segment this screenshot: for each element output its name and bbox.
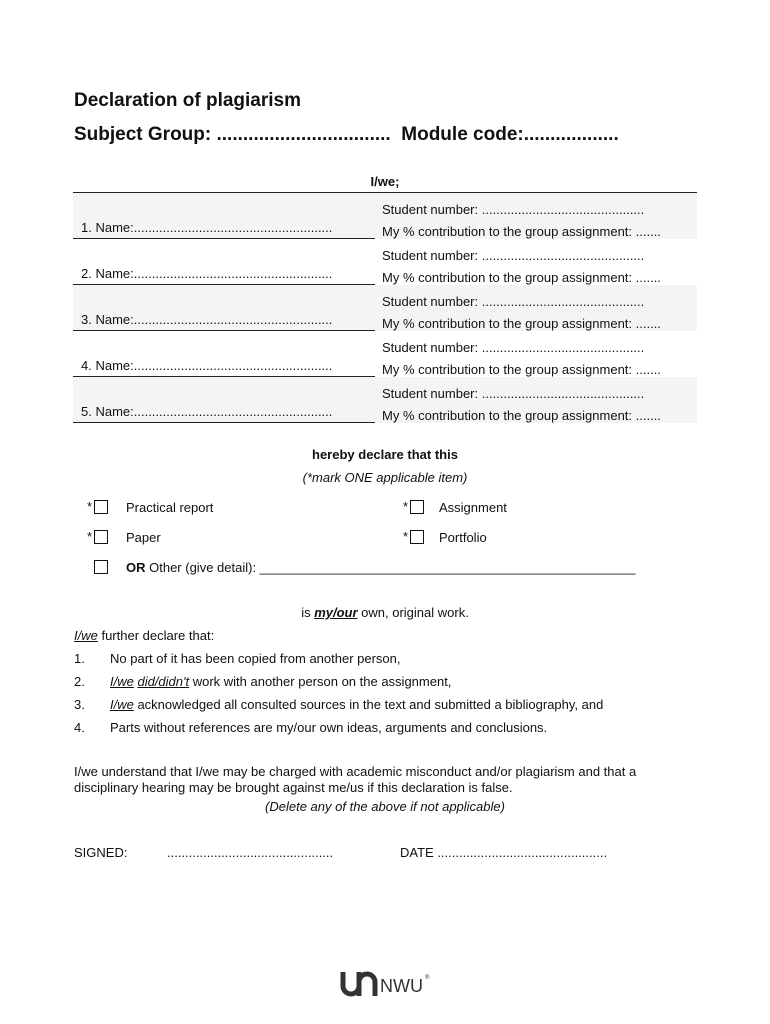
required-star: *: [87, 529, 93, 544]
assignment-checkbox[interactable]: [410, 500, 424, 514]
paper-checkbox[interactable]: [94, 530, 108, 544]
name-field[interactable]: 5. Name:.......................................................: [81, 404, 333, 419]
contribution-field[interactable]: My % contribution to the group assignment: .......: [382, 316, 661, 331]
signature-field[interactable]: ..............................................: [167, 845, 334, 860]
member-row: [73, 377, 697, 423]
name-field[interactable]: 1. Name:.......................................................: [81, 220, 333, 235]
list-number: 1.: [74, 651, 85, 666]
portfolio-checkbox[interactable]: [410, 530, 424, 544]
paper-label: Paper: [126, 530, 161, 545]
module-code-field[interactable]: Module code:..................: [401, 124, 619, 145]
contribution-field[interactable]: My % contribution to the group assignment: .......: [382, 408, 661, 423]
contribution-field[interactable]: My % contribution to the group assignment: .......: [382, 270, 661, 285]
signed-label: SIGNED:: [74, 845, 128, 860]
list-number: 4.: [74, 720, 85, 735]
svg-text:®: ®: [425, 975, 430, 981]
student-number-field[interactable]: Student number: .............................................: [382, 340, 645, 355]
own-work-statement: is my/our own, original work.: [301, 605, 469, 620]
contribution-field[interactable]: My % contribution to the group assignment: .......: [382, 224, 661, 239]
member-row: [73, 193, 697, 239]
member-row: [73, 239, 697, 285]
student-number-field[interactable]: Student number: .............................................: [382, 202, 645, 217]
assignment-label: Assignment: [439, 500, 507, 515]
other-label: OR Other (give detail): ____________________________________________________: [126, 560, 636, 575]
list-item: No part of it has been copied from another person,: [110, 651, 401, 666]
contribution-field[interactable]: My % contribution to the group assignment: .......: [382, 362, 661, 377]
list-item: I/we acknowledged all consulted sources in the text and submitted a bibliography, and: [110, 697, 604, 712]
subject-module-line: [74, 124, 619, 146]
name-field[interactable]: 3. Name:.......................................................: [81, 312, 333, 327]
student-number-field[interactable]: Student number: .............................................: [382, 386, 645, 401]
required-star: *: [87, 499, 93, 514]
list-item: Parts without references are my/our own ideas, arguments and conclusions.: [110, 720, 548, 735]
member-row: [73, 285, 697, 331]
required-star: *: [403, 499, 409, 514]
list-number: 2.: [74, 674, 85, 689]
delete-note: (Delete any of the above if not applicable): [265, 799, 505, 814]
practical-report-label: Practical report: [126, 500, 214, 515]
member-row: [73, 331, 697, 377]
name-field[interactable]: 4. Name:.......................................................: [81, 358, 333, 373]
iwe-label: I/we;: [370, 174, 400, 189]
further-declare: I/we further declare that:: [74, 628, 215, 643]
svg-text:NWU: NWU: [380, 976, 423, 996]
nwu-logo: [340, 966, 450, 1009]
other-checkbox[interactable]: [94, 560, 108, 574]
declare-heading: hereby declare that this: [312, 447, 458, 462]
other-detail-field[interactable]: Other (give detail): ____________________________________________________: [149, 560, 636, 575]
name-field[interactable]: 2. Name:.......................................................: [81, 266, 333, 281]
practical-report-checkbox[interactable]: [94, 500, 108, 514]
declare-instruction: (*mark ONE applicable item): [302, 470, 468, 485]
student-number-field[interactable]: Student number: .............................................: [382, 248, 645, 263]
subject-group-field[interactable]: Subject Group: .................................: [74, 124, 391, 145]
portfolio-label: Portfolio: [439, 530, 487, 545]
form-title: Declaration of plagiarism: [74, 90, 302, 111]
understand-line-1: I/we understand that I/we may be charged with academic misconduct and/or plagiarism and that a: [74, 764, 637, 779]
required-star: *: [403, 529, 409, 544]
list-number: 3.: [74, 697, 85, 712]
list-item: I/we did/didn't work with another person on the assignment,: [110, 674, 452, 689]
nwu-logo-mark: [340, 966, 450, 1004]
student-number-field[interactable]: Student number: .............................................: [382, 294, 645, 309]
understand-line-2: disciplinary hearing may be brought against me/us if this declaration is false.: [74, 780, 513, 795]
date-field[interactable]: DATE ...............................................: [400, 845, 608, 860]
